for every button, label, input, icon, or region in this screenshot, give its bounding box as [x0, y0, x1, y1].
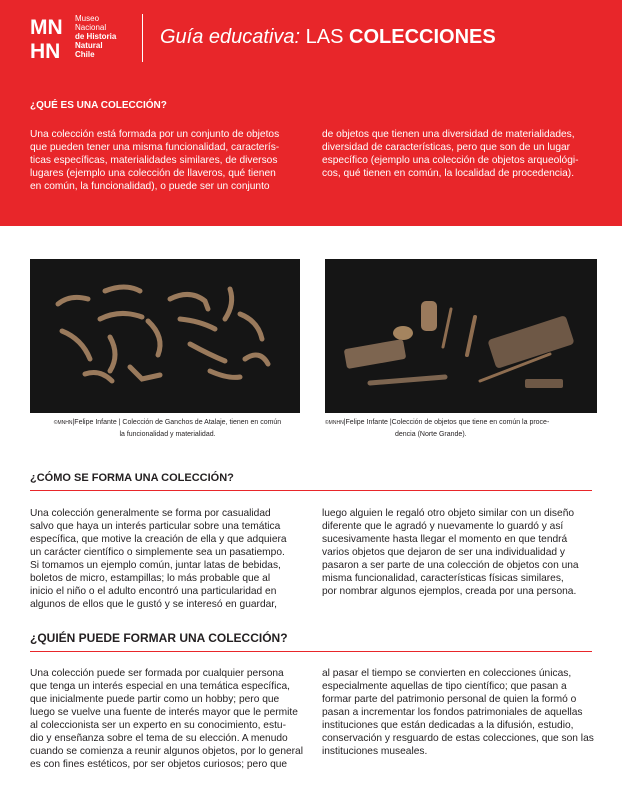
text-line: cos, qué tienen en común, la localidad de procedencia). [322, 168, 575, 179]
text-line: algunos de ellos que le gustó y se interesó en guardar, [30, 599, 277, 610]
section3-rule [30, 651, 592, 652]
text-line: diversidad de características, pero que son de un lugar [322, 142, 571, 153]
logo-line-5: Chile [75, 50, 95, 59]
text-line: es con fines estéticos, por ser objetos curiosos; pero que [30, 759, 288, 770]
caption-right-line1: |Felipe Infante |Colección de objetos que tiene en común la proce- [343, 419, 550, 426]
header-divider [142, 14, 143, 62]
section1-col1 [30, 128, 305, 193]
text-line: lugares (ejemplo una colección de llaveros, qué tienen [30, 168, 276, 179]
text-line: en común, la funcionalidad), o puede ser un conjunto [30, 181, 270, 192]
text-line: Una colección puede ser formada por cualquier persona [30, 668, 284, 679]
text-line: por nombrar algunos ejemplos, creada por una persona. [322, 586, 577, 597]
logo-line-3: de Historia [75, 32, 117, 41]
text-line: diferente que le agradó y nuevamente lo guardó y así [322, 521, 564, 532]
text-line: específico (ejemplo una colección de objetos arqueológi- [322, 155, 579, 166]
section3-col2 [322, 667, 600, 758]
text-line: dio y enseñanza sobre el tema de su elección. A menudo [30, 733, 288, 744]
hooks-illustration [30, 259, 300, 413]
title-bold: COLECCIONES [349, 26, 496, 48]
text-line: Una colección generalmente se forma por casualidad [30, 508, 271, 519]
mnhn-logo-icon [30, 12, 70, 62]
text-line: pasaron a ser parte de una colección de objetos con una [322, 560, 579, 571]
section2-rule [30, 490, 592, 491]
text-line: al coleccionista ser un experto en su conocimiento, estu- [30, 720, 286, 731]
caption-right [325, 417, 600, 441]
text-line: inicio el niño o el adulto encontró una particularidad en [30, 586, 277, 597]
logo-mark-text-top: MN [30, 16, 63, 39]
page-title [160, 26, 496, 49]
text-line: instituciones que están dedicadas a la difusión, estudio, [322, 720, 574, 731]
text-line: específica, que motive la creación de ella y que adquiera [30, 534, 287, 545]
title-regular: LAS [305, 26, 344, 48]
text-line: varios objetos que dejaron de ser una individualidad y [322, 547, 565, 558]
text-line: un carácter científico o simplemente sea un pasatiempo. [30, 547, 285, 558]
text-line: sucesivamente hasta llegar el momento en que tendrá [322, 534, 568, 545]
section1-heading: ¿QUÉ ES UNA COLECCIÓN? [30, 100, 167, 111]
copyright-mark: ©MNHN [325, 420, 344, 426]
text-line: especialmente aquellas de tipo científico; que pasan a [322, 681, 567, 692]
section2-heading: ¿CÓMO SE FORMA UNA COLECCIÓN? [30, 472, 234, 484]
text-line: luego alguien le regaló otro objeto similar con un diseño [322, 508, 575, 519]
text-line: formar parte del patrimonio personal de quien la formó o [322, 694, 577, 705]
logo-mark-text-bottom: HN [30, 40, 61, 62]
logo-line-1: Museo [75, 14, 100, 23]
logo-line-2: Nacional [75, 23, 107, 32]
logo-line-4: Natural [75, 41, 103, 50]
section2-col1 [30, 507, 305, 611]
text-line: al pasar el tiempo se convierten en colecciones únicas, [322, 668, 572, 679]
caption-left-line1: |Felipe Infante | Colección de Ganchos de Atalaje, tienen en común [72, 419, 282, 426]
text-line: Si tomamos un ejemplo común, juntar latas de bebidas, [30, 560, 281, 571]
text-line: misma funcionalidad, características físicas similares, [322, 573, 564, 584]
copyright-mark: ©MNHN [53, 420, 73, 426]
text-line: ticas específicas, materialidades similares, de diversos [30, 155, 278, 166]
text-line: conservación y resguardo de estas colecciones, que son las [322, 733, 594, 744]
section2-col2 [322, 507, 600, 598]
museum-logo[interactable] [30, 12, 140, 68]
text-line: de objetos que tienen una diversidad de materialidades, [322, 129, 575, 140]
text-line: Una colección está formada por un conjunto de objetos [30, 129, 280, 140]
text-line: luego se vuelve una fuente de interés mayor que le permite [30, 707, 298, 718]
photo-hooks [30, 259, 300, 413]
text-line: cuando se comienza a reunir algunos objetos, por lo general [30, 746, 303, 757]
logo-text [75, 14, 116, 59]
text-line: que pueden tener una misma funcionalidad, caracterís- [30, 142, 280, 153]
section3-col1 [30, 667, 305, 771]
title-italic: Guía educativa: [160, 26, 301, 48]
text-line: boletos de micro, estampillas; lo más probable que al [30, 573, 271, 584]
text-line: instituciones museales. [322, 746, 428, 757]
objects-illustration [325, 259, 597, 413]
section1-col2 [322, 128, 600, 180]
text-line: que inicialmente puede partir como un hobby; pero que [30, 694, 280, 705]
text-line: que tenga un interés especial en una temática específica, [30, 681, 290, 692]
text-line: salvo que haya un interés particular sobre una temática [30, 521, 281, 532]
text-line: pasan a incrementar los fondos patrimoniales de aquellas [322, 707, 583, 718]
caption-left [30, 417, 305, 441]
header-banner [0, 0, 622, 226]
caption-right-line2: dencia (Norte Grande). [395, 431, 467, 438]
caption-left-line2: la funcionalidad y materialidad. [119, 431, 216, 438]
photo-objects [325, 259, 597, 413]
section3-heading: ¿QUIÉN PUEDE FORMAR UNA COLECCIÓN? [30, 631, 288, 645]
